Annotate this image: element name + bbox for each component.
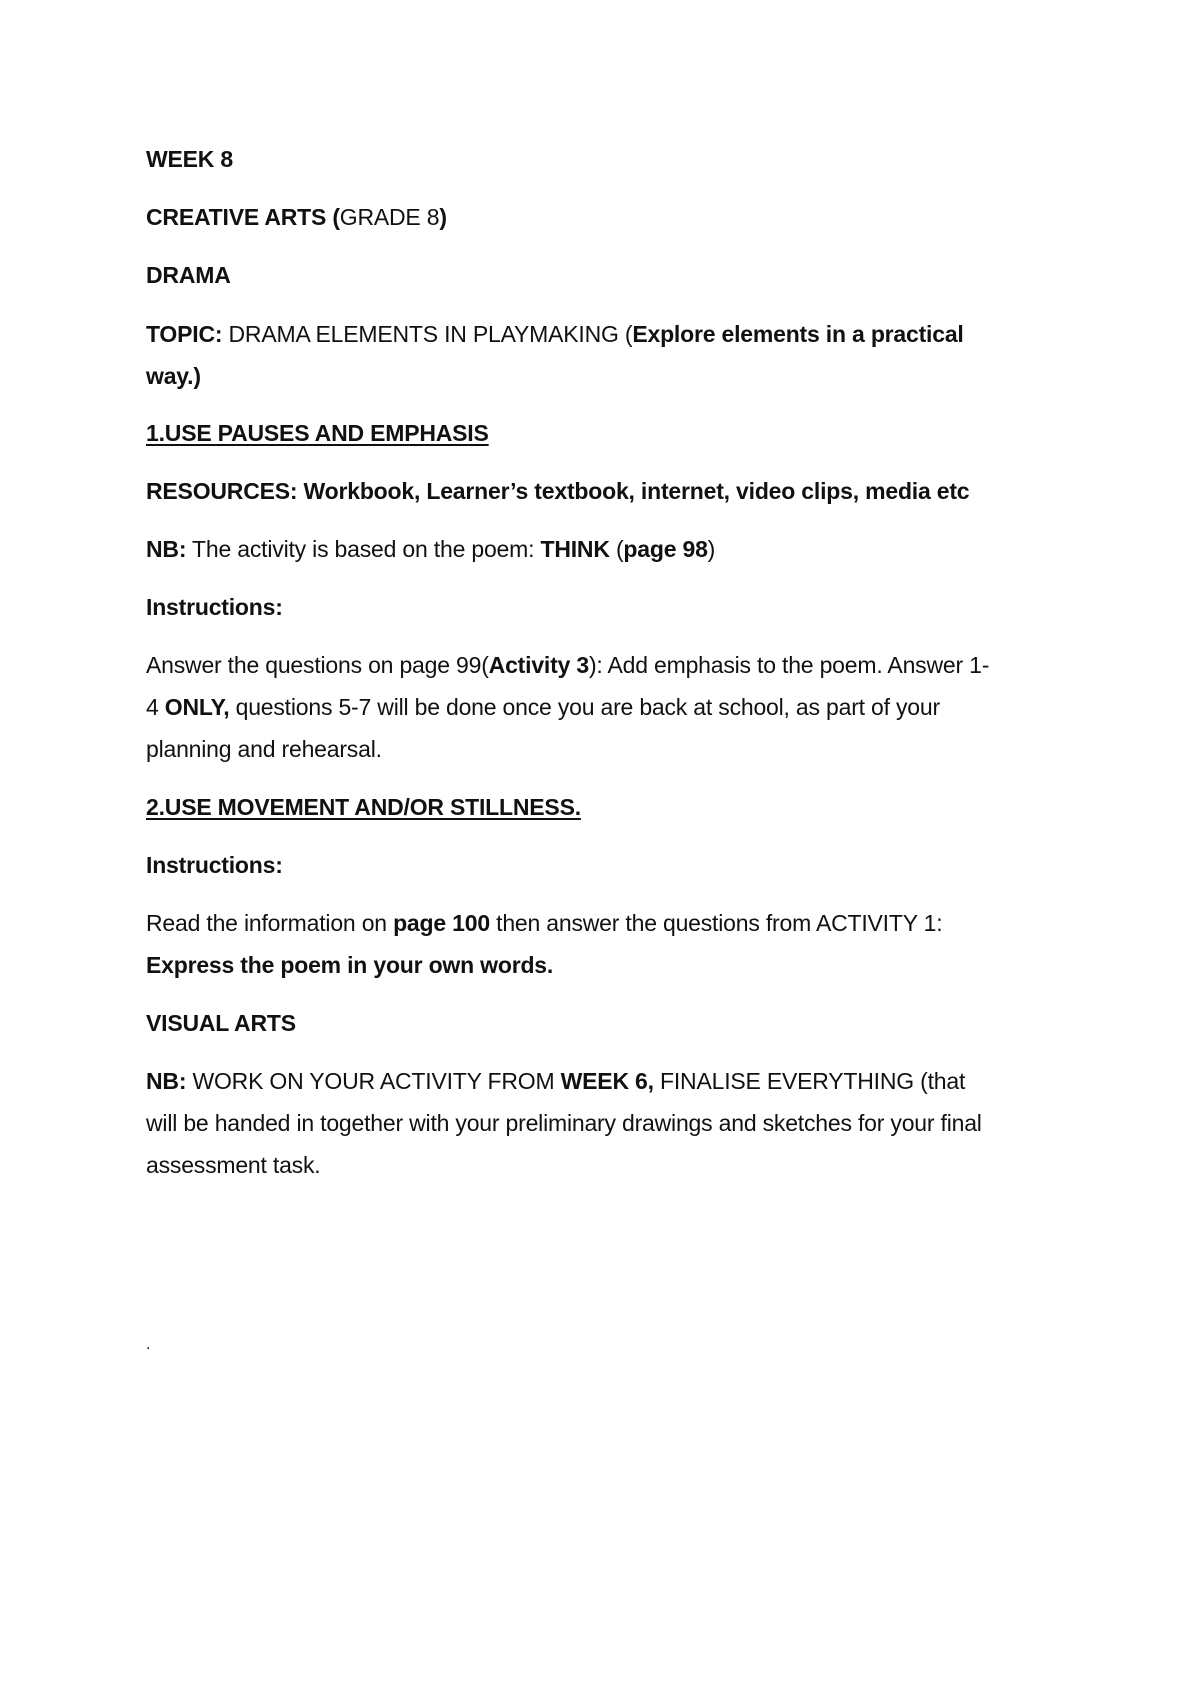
answer-line-2 <box>146 692 940 722</box>
topic-label: TOPIC: <box>146 321 223 347</box>
read-page: page 100 <box>393 910 490 936</box>
week-heading: WEEK 8 <box>146 146 233 172</box>
answer-line-1 <box>146 650 989 680</box>
read-line-1 <box>146 908 942 938</box>
topic-line <box>146 319 964 349</box>
nb2-label: NB: <box>146 1068 187 1094</box>
nb2-t2: FINALISE EVERYTHING (that <box>653 1068 966 1094</box>
grade-text: GRADE 8 <box>339 204 440 230</box>
nb2-line-3: assessment task. <box>146 1152 321 1178</box>
answer-t4: questions 5-7 will be done once you are back at school, as part of your <box>229 694 940 720</box>
answer-line-3: planning and rehearsal. <box>146 736 382 762</box>
nb1-line <box>146 534 715 564</box>
read-t2: then answer the questions from ACTIVITY 1: <box>489 910 943 936</box>
nb1-open: ( <box>609 536 624 562</box>
nb1-page: page 98 <box>623 536 708 562</box>
answer-only: ONLY, <box>164 694 230 720</box>
resources-label: RESOURCES: <box>146 478 298 504</box>
nb2-t1: WORK ON YOUR ACTIVITY FROM <box>186 1068 561 1094</box>
resources-line <box>146 476 969 506</box>
nb1-label: NB: <box>146 536 187 562</box>
nb1-poem: THINK <box>540 536 610 562</box>
topic-text: DRAMA ELEMENTS IN PLAYMAKING ( <box>222 321 633 347</box>
answer-activity: Activity 3 <box>488 652 589 678</box>
nb2-line-1 <box>146 1066 965 1096</box>
section2-heading: 2.USE MOVEMENT AND/OR STILLNESS. <box>146 794 581 820</box>
subject-close: ) <box>439 204 447 230</box>
nb1-text: The activity is based on the poem: <box>186 536 541 562</box>
nb2-week6: WEEK 6, <box>560 1068 654 1094</box>
trailing-dot: . <box>146 1336 151 1353</box>
instructions1-heading: Instructions: <box>146 594 283 620</box>
nb2-line-2: will be handed in together with your preliminary drawings and sketches for your final <box>146 1110 982 1136</box>
read-t1: Read the information on <box>146 910 394 936</box>
subject-line <box>146 202 447 232</box>
section1-heading: 1.USE PAUSES AND EMPHASIS <box>146 420 489 446</box>
instructions2-heading: Instructions: <box>146 852 283 878</box>
drama-heading: DRAMA <box>146 262 231 288</box>
topic-bold-part: Explore elements in a practical <box>632 321 964 347</box>
visual-arts-heading: VISUAL ARTS <box>146 1010 296 1036</box>
answer-t3: 4 <box>146 694 165 720</box>
resources-text: Workbook, Learner’s textbook, internet, video clips, media etc <box>297 478 970 504</box>
nb1-close: ) <box>707 536 716 562</box>
answer-t1: Answer the questions on page 99( <box>146 652 489 678</box>
read-line-2: Express the poem in your own words. <box>146 952 554 978</box>
subject-label: CREATIVE ARTS ( <box>146 204 340 230</box>
answer-t2: ): Add emphasis to the poem. Answer 1- <box>588 652 990 678</box>
topic-line-end: way.) <box>146 363 201 389</box>
